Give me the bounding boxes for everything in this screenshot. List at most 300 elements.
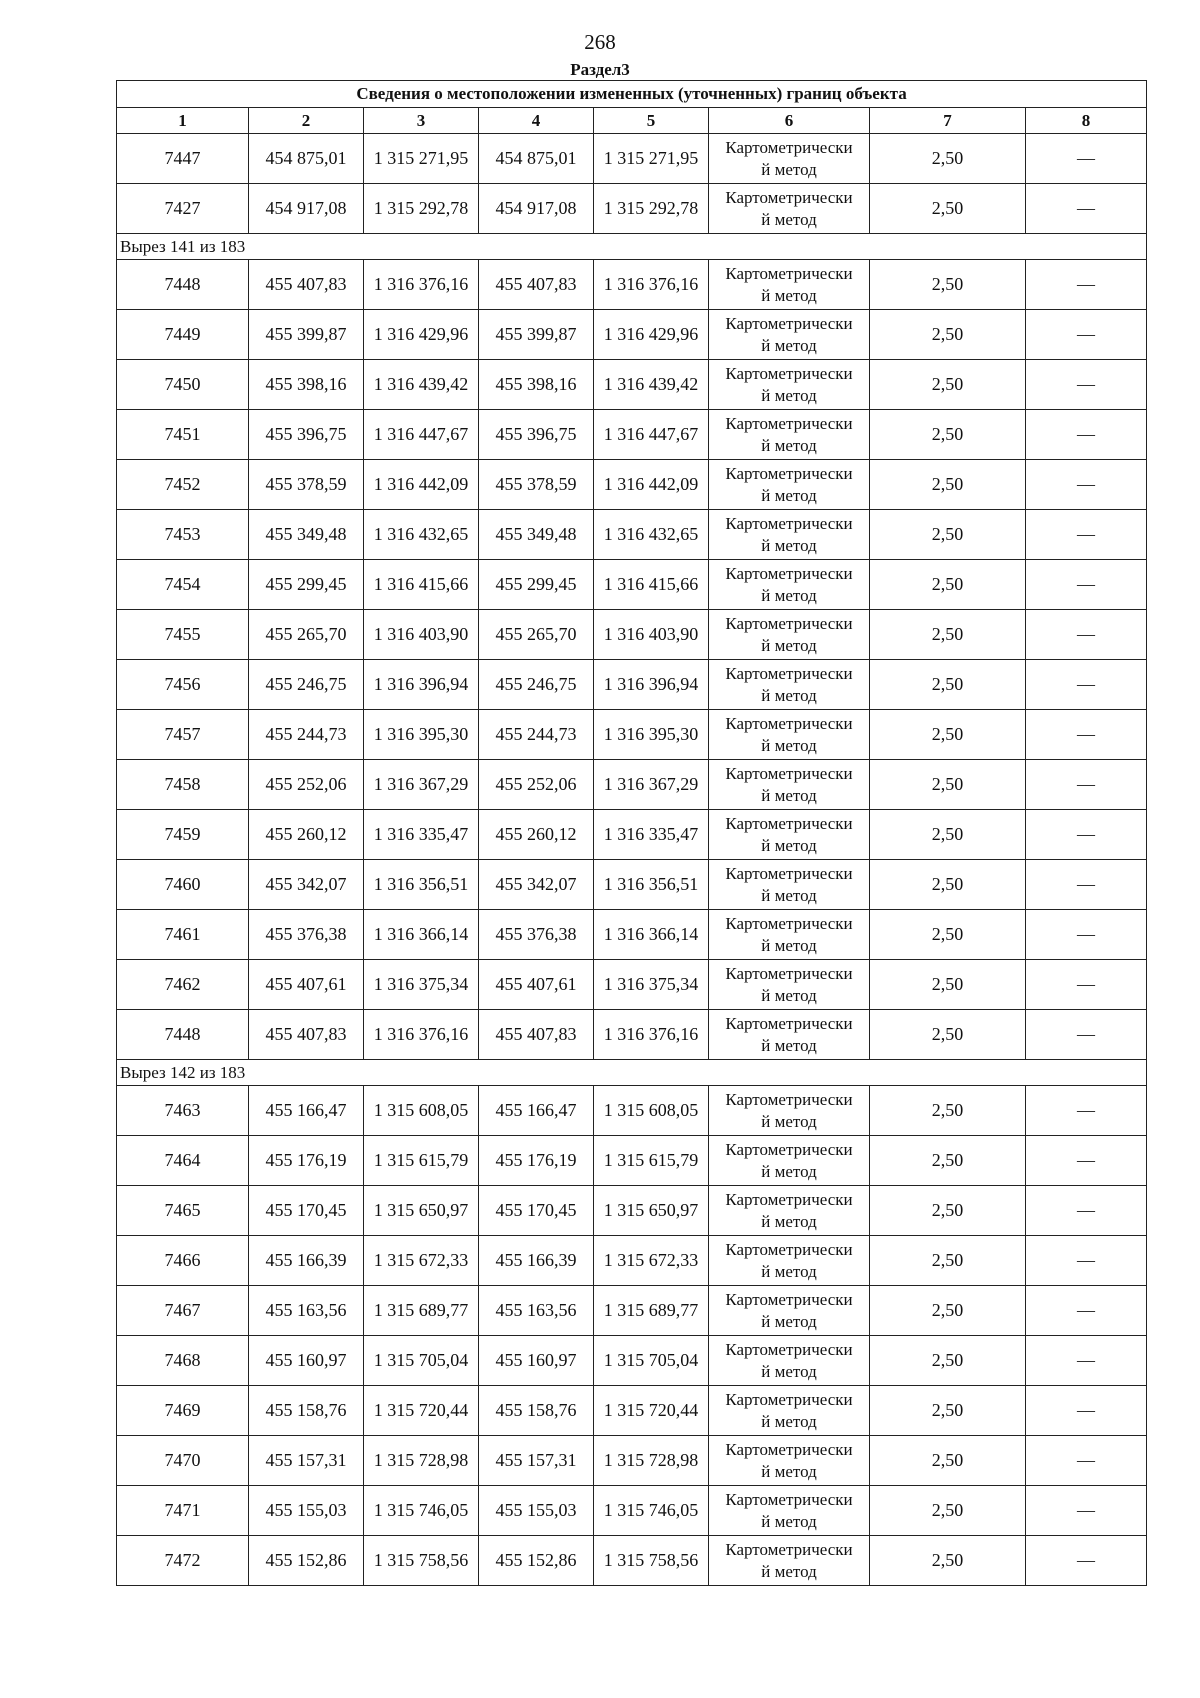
cell-x2: 455 163,56 [479, 1286, 594, 1336]
cell-method [709, 510, 870, 560]
cell-method [709, 660, 870, 710]
cell-y2: 1 316 442,09 [594, 460, 709, 510]
cell-x2: 455 252,06 [479, 760, 594, 810]
column-number-4: 4 [479, 108, 594, 134]
cell-point: 7453 [117, 510, 249, 560]
cell-y1: 1 316 432,65 [364, 510, 479, 560]
method-line-1: Картометрически [725, 963, 853, 983]
method-line-1: Картометрически [725, 513, 853, 533]
cell-point: 7451 [117, 410, 249, 460]
method-line-2: й метод [761, 209, 817, 229]
cell-y1: 1 316 447,67 [364, 410, 479, 460]
cell-point: 7462 [117, 960, 249, 1010]
cell-y2: 1 316 366,14 [594, 910, 709, 960]
method-line-2: й метод [761, 635, 817, 655]
cell-y2: 1 316 429,96 [594, 310, 709, 360]
method-line-1: Картометрически [725, 763, 853, 783]
cell-y1: 1 316 403,90 [364, 610, 479, 660]
cell-x1: 455 163,56 [249, 1286, 364, 1336]
cell-method [709, 1336, 870, 1386]
cell-note: — [1026, 860, 1147, 910]
cell-x1: 455 157,31 [249, 1436, 364, 1486]
cell-x1: 455 160,97 [249, 1336, 364, 1386]
column-number-5: 5 [594, 108, 709, 134]
cell-x1: 455 407,61 [249, 960, 364, 1010]
column-number-row [117, 108, 1147, 134]
page-number: 268 [584, 30, 616, 54]
method-line-1: Картометрически [725, 813, 853, 833]
cell-x2: 455 396,75 [479, 410, 594, 460]
cell-note: — [1026, 1536, 1147, 1586]
cell-method [709, 1010, 870, 1060]
method-line-1: Картометрически [725, 1013, 853, 1033]
cell-y2: 1 315 672,33 [594, 1236, 709, 1286]
cell-x1: 455 252,06 [249, 760, 364, 810]
section-title: Раздел3 [570, 60, 630, 79]
cell-y1: 1 315 720,44 [364, 1386, 479, 1436]
cell-method [709, 710, 870, 760]
table-row [117, 1236, 1147, 1286]
cell-note: — [1026, 1086, 1147, 1136]
table-row [117, 910, 1147, 960]
cell-point: 7454 [117, 560, 249, 610]
method-line-2: й метод [761, 159, 817, 179]
cell-note: — [1026, 134, 1147, 184]
cell-note: — [1026, 910, 1147, 960]
boundary-coordinates-table [116, 80, 1147, 1586]
cell-accuracy: 2,50 [870, 1186, 1026, 1236]
cell-note: — [1026, 1286, 1147, 1336]
cell-accuracy: 2,50 [870, 1010, 1026, 1060]
method-line-2: й метод [761, 985, 817, 1005]
cell-method [709, 1236, 870, 1286]
cell-method [709, 184, 870, 234]
method-line-2: й метод [761, 1161, 817, 1181]
cell-point: 7464 [117, 1136, 249, 1186]
cell-y2: 1 315 758,56 [594, 1536, 709, 1586]
cell-accuracy: 2,50 [870, 560, 1026, 610]
cell-accuracy: 2,50 [870, 710, 1026, 760]
cell-point: 7447 [117, 134, 249, 184]
table-row [117, 1186, 1147, 1236]
group-label-row [117, 234, 1147, 260]
cell-accuracy: 2,50 [870, 510, 1026, 560]
method-line-1: Картометрически [725, 313, 853, 333]
cell-x2: 455 407,61 [479, 960, 594, 1010]
cell-x2: 454 875,01 [479, 134, 594, 184]
method-line-2: й метод [761, 935, 817, 955]
cell-method [709, 1286, 870, 1336]
table-row [117, 1386, 1147, 1436]
cell-x2: 455 166,39 [479, 1236, 594, 1286]
cell-accuracy: 2,50 [870, 810, 1026, 860]
cell-point: 7452 [117, 460, 249, 510]
cell-y2: 1 316 375,34 [594, 960, 709, 1010]
cell-x1: 455 170,45 [249, 1186, 364, 1236]
cell-accuracy: 2,50 [870, 610, 1026, 660]
table-row [117, 760, 1147, 810]
cell-y1: 1 315 650,97 [364, 1186, 479, 1236]
cell-y2: 1 316 356,51 [594, 860, 709, 910]
cell-y1: 1 315 728,98 [364, 1436, 479, 1486]
method-line-1: Картометрически [725, 1439, 853, 1459]
cell-x1: 455 398,16 [249, 360, 364, 410]
cell-point: 7465 [117, 1186, 249, 1236]
method-line-1: Картометрически [725, 1389, 853, 1409]
method-line-1: Картометрически [725, 1339, 853, 1359]
cell-point: 7456 [117, 660, 249, 710]
cell-note: — [1026, 1236, 1147, 1286]
cell-note: — [1026, 1136, 1147, 1186]
table-body [117, 134, 1147, 1586]
cell-method [709, 1436, 870, 1486]
cell-x2: 455 170,45 [479, 1186, 594, 1236]
table-row [117, 1336, 1147, 1386]
method-line-2: й метод [761, 1035, 817, 1055]
cell-x1: 455 396,75 [249, 410, 364, 460]
cell-x2: 455 166,47 [479, 1086, 594, 1136]
cell-y1: 1 316 415,66 [364, 560, 479, 610]
cell-x2: 455 342,07 [479, 860, 594, 910]
table-row [117, 610, 1147, 660]
cell-method [709, 610, 870, 660]
table-row [117, 410, 1147, 460]
table-row [117, 1286, 1147, 1336]
cell-y2: 1 315 746,05 [594, 1486, 709, 1536]
cell-x1: 454 875,01 [249, 134, 364, 184]
cell-y1: 1 316 376,16 [364, 260, 479, 310]
method-line-2: й метод [761, 835, 817, 855]
cell-method [709, 1536, 870, 1586]
cell-note: — [1026, 1486, 1147, 1536]
cell-x2: 455 349,48 [479, 510, 594, 560]
table-row [117, 1486, 1147, 1536]
cell-note: — [1026, 810, 1147, 860]
cell-x1: 455 265,70 [249, 610, 364, 660]
method-line-2: й метод [761, 1211, 817, 1231]
column-number-8: 8 [1026, 108, 1147, 134]
cell-accuracy: 2,50 [870, 360, 1026, 410]
method-line-1: Картометрически [725, 363, 853, 383]
cell-note: — [1026, 960, 1147, 1010]
cell-y1: 1 315 271,95 [364, 134, 479, 184]
cell-x1: 455 158,76 [249, 1386, 364, 1436]
cell-x2: 455 376,38 [479, 910, 594, 960]
cell-accuracy: 2,50 [870, 660, 1026, 710]
cell-method [709, 1086, 870, 1136]
cell-accuracy: 2,50 [870, 1386, 1026, 1436]
cell-x1: 455 342,07 [249, 860, 364, 910]
cell-accuracy: 2,50 [870, 1136, 1026, 1186]
method-line-2: й метод [761, 1561, 817, 1581]
cell-x1: 454 917,08 [249, 184, 364, 234]
cell-x2: 455 244,73 [479, 710, 594, 760]
cell-accuracy: 2,50 [870, 410, 1026, 460]
method-line-1: Картометрически [725, 1489, 853, 1509]
cell-x2: 455 407,83 [479, 1010, 594, 1060]
cell-x1: 455 260,12 [249, 810, 364, 860]
cell-x1: 455 399,87 [249, 310, 364, 360]
cell-x1: 455 378,59 [249, 460, 364, 510]
cell-method [709, 760, 870, 810]
cell-point: 7461 [117, 910, 249, 960]
cell-note: — [1026, 560, 1147, 610]
method-line-2: й метод [761, 485, 817, 505]
cell-point: 7450 [117, 360, 249, 410]
table-row [117, 510, 1147, 560]
cell-y1: 1 316 375,34 [364, 960, 479, 1010]
cell-y1: 1 316 396,94 [364, 660, 479, 710]
cell-x2: 455 158,76 [479, 1386, 594, 1436]
method-line-1: Картометрически [725, 913, 853, 933]
cell-accuracy: 2,50 [870, 1436, 1026, 1486]
cell-y1: 1 316 366,14 [364, 910, 479, 960]
cell-note: — [1026, 1386, 1147, 1436]
cell-accuracy: 2,50 [870, 1086, 1026, 1136]
cell-y2: 1 316 447,67 [594, 410, 709, 460]
cell-point: 7459 [117, 810, 249, 860]
method-line-2: й метод [761, 1461, 817, 1481]
table-row [117, 310, 1147, 360]
cell-y1: 1 316 395,30 [364, 710, 479, 760]
cell-x1: 455 376,38 [249, 910, 364, 960]
cell-y2: 1 316 415,66 [594, 560, 709, 610]
cell-note: — [1026, 610, 1147, 660]
cell-y1: 1 316 439,42 [364, 360, 479, 410]
cell-method [709, 134, 870, 184]
table-row [117, 710, 1147, 760]
cell-y2: 1 316 335,47 [594, 810, 709, 860]
cell-y1: 1 315 705,04 [364, 1336, 479, 1386]
cell-point: 7457 [117, 710, 249, 760]
table-row [117, 260, 1147, 310]
cell-note: — [1026, 510, 1147, 560]
cell-method [709, 460, 870, 510]
cell-y1: 1 316 356,51 [364, 860, 479, 910]
cell-y1: 1 315 608,05 [364, 1086, 479, 1136]
cell-point: 7448 [117, 1010, 249, 1060]
cell-x2: 455 152,86 [479, 1536, 594, 1586]
cell-point: 7471 [117, 1486, 249, 1536]
cell-y1: 1 316 367,29 [364, 760, 479, 810]
cell-y1: 1 316 429,96 [364, 310, 479, 360]
cell-note: — [1026, 1336, 1147, 1386]
cell-point: 7472 [117, 1536, 249, 1586]
method-line-1: Картометрически [725, 663, 853, 683]
cell-accuracy: 2,50 [870, 760, 1026, 810]
group-label: Вырез 141 из 183 [117, 234, 1147, 260]
cell-y2: 1 315 720,44 [594, 1386, 709, 1436]
group-label-row [117, 1060, 1147, 1086]
cell-x2: 455 176,19 [479, 1136, 594, 1186]
cell-accuracy: 2,50 [870, 310, 1026, 360]
method-line-1: Картометрически [725, 1539, 853, 1559]
cell-note: — [1026, 360, 1147, 410]
method-line-1: Картометрически [725, 1289, 853, 1309]
cell-note: — [1026, 660, 1147, 710]
method-line-2: й метод [761, 385, 817, 405]
cell-point: 7455 [117, 610, 249, 660]
method-line-1: Картометрически [725, 413, 853, 433]
cell-point: 7458 [117, 760, 249, 810]
table-row [117, 660, 1147, 710]
method-line-2: й метод [761, 885, 817, 905]
cell-point: 7460 [117, 860, 249, 910]
cell-x2: 455 378,59 [479, 460, 594, 510]
table-row [117, 184, 1147, 234]
table-row [117, 360, 1147, 410]
cell-y1: 1 315 758,56 [364, 1536, 479, 1586]
cell-x1: 455 176,19 [249, 1136, 364, 1186]
method-line-2: й метод [761, 785, 817, 805]
method-line-2: й метод [761, 435, 817, 455]
cell-point: 7466 [117, 1236, 249, 1286]
cell-y2: 1 316 432,65 [594, 510, 709, 560]
cell-accuracy: 2,50 [870, 184, 1026, 234]
cell-accuracy: 2,50 [870, 1286, 1026, 1336]
cell-y2: 1 315 728,98 [594, 1436, 709, 1486]
method-line-2: й метод [761, 1111, 817, 1131]
group-label: Вырез 142 из 183 [117, 1060, 1147, 1086]
cell-note: — [1026, 260, 1147, 310]
cell-x1: 455 349,48 [249, 510, 364, 560]
cell-point: 7470 [117, 1436, 249, 1486]
cell-y2: 1 315 608,05 [594, 1086, 709, 1136]
method-line-2: й метод [761, 1311, 817, 1331]
cell-y1: 1 316 442,09 [364, 460, 479, 510]
cell-accuracy: 2,50 [870, 460, 1026, 510]
cell-accuracy: 2,50 [870, 910, 1026, 960]
cell-y2: 1 316 376,16 [594, 1010, 709, 1060]
cell-y1: 1 315 746,05 [364, 1486, 479, 1536]
table-row [117, 810, 1147, 860]
table-row [117, 860, 1147, 910]
method-line-1: Картометрически [725, 863, 853, 883]
method-line-1: Картометрически [725, 1239, 853, 1259]
cell-point: 7449 [117, 310, 249, 360]
cell-x1: 455 246,75 [249, 660, 364, 710]
cell-y2: 1 315 689,77 [594, 1286, 709, 1336]
table-row [117, 1086, 1147, 1136]
cell-x2: 455 265,70 [479, 610, 594, 660]
cell-point: 7467 [117, 1286, 249, 1336]
cell-method [709, 1386, 870, 1436]
cell-note: — [1026, 310, 1147, 360]
cell-x2: 455 260,12 [479, 810, 594, 860]
method-line-2: й метод [761, 685, 817, 705]
table-row [117, 560, 1147, 610]
cell-method [709, 560, 870, 610]
cell-accuracy: 2,50 [870, 134, 1026, 184]
cell-y2: 1 315 650,97 [594, 1186, 709, 1236]
cell-note: — [1026, 460, 1147, 510]
cell-x2: 455 160,97 [479, 1336, 594, 1386]
cell-y2: 1 315 271,95 [594, 134, 709, 184]
cell-accuracy: 2,50 [870, 860, 1026, 910]
cell-y1: 1 316 376,16 [364, 1010, 479, 1060]
cell-method [709, 310, 870, 360]
method-line-1: Картометрически [725, 1089, 853, 1109]
cell-y1: 1 316 335,47 [364, 810, 479, 860]
cell-x1: 455 244,73 [249, 710, 364, 760]
cell-x1: 455 166,39 [249, 1236, 364, 1286]
cell-y2: 1 315 615,79 [594, 1136, 709, 1186]
method-line-1: Картометрически [725, 563, 853, 583]
method-line-1: Картометрически [725, 1189, 853, 1209]
table-row [117, 134, 1147, 184]
cell-point: 7469 [117, 1386, 249, 1436]
cell-x1: 455 407,83 [249, 1010, 364, 1060]
cell-x2: 455 246,75 [479, 660, 594, 710]
method-line-2: й метод [761, 285, 817, 305]
method-line-1: Картометрически [725, 263, 853, 283]
cell-x1: 455 166,47 [249, 1086, 364, 1136]
cell-accuracy: 2,50 [870, 1236, 1026, 1286]
method-line-2: й метод [761, 585, 817, 605]
method-line-1: Картометрически [725, 463, 853, 483]
cell-method [709, 860, 870, 910]
cell-accuracy: 2,50 [870, 960, 1026, 1010]
cell-x1: 455 299,45 [249, 560, 364, 610]
cell-method [709, 260, 870, 310]
table-caption: Сведения о местоположении измененных (уточненных) границ объекта [117, 81, 1147, 108]
cell-method [709, 960, 870, 1010]
column-number-3: 3 [364, 108, 479, 134]
column-number-1: 1 [117, 108, 249, 134]
cell-note: — [1026, 710, 1147, 760]
cell-accuracy: 2,50 [870, 1486, 1026, 1536]
cell-method [709, 410, 870, 460]
method-line-1: Картометрически [725, 1139, 853, 1159]
table-row [117, 1010, 1147, 1060]
method-line-1: Картометрически [725, 137, 853, 157]
method-line-2: й метод [761, 1411, 817, 1431]
cell-point: 7468 [117, 1336, 249, 1386]
cell-note: — [1026, 410, 1147, 460]
table-row [117, 960, 1147, 1010]
table-row [117, 1436, 1147, 1486]
cell-x1: 455 152,86 [249, 1536, 364, 1586]
cell-accuracy: 2,50 [870, 260, 1026, 310]
cell-x1: 455 155,03 [249, 1486, 364, 1536]
cell-x2: 455 299,45 [479, 560, 594, 610]
cell-method [709, 1486, 870, 1536]
column-number-6: 6 [709, 108, 870, 134]
method-line-2: й метод [761, 535, 817, 555]
table-row [117, 1536, 1147, 1586]
method-line-2: й метод [761, 1511, 817, 1531]
cell-accuracy: 2,50 [870, 1536, 1026, 1586]
cell-method [709, 810, 870, 860]
cell-x2: 455 155,03 [479, 1486, 594, 1536]
column-number-2: 2 [249, 108, 364, 134]
cell-y2: 1 316 439,42 [594, 360, 709, 410]
column-number-7: 7 [870, 108, 1026, 134]
method-line-1: Картометрически [725, 613, 853, 633]
cell-y1: 1 315 672,33 [364, 1236, 479, 1286]
cell-y1: 1 315 292,78 [364, 184, 479, 234]
cell-y2: 1 316 376,16 [594, 260, 709, 310]
cell-method [709, 1186, 870, 1236]
cell-note: — [1026, 1436, 1147, 1486]
cell-method [709, 910, 870, 960]
cell-method [709, 1136, 870, 1186]
cell-y1: 1 315 689,77 [364, 1286, 479, 1336]
cell-y2: 1 316 367,29 [594, 760, 709, 810]
method-line-2: й метод [761, 335, 817, 355]
cell-note: — [1026, 760, 1147, 810]
cell-y2: 1 316 396,94 [594, 660, 709, 710]
